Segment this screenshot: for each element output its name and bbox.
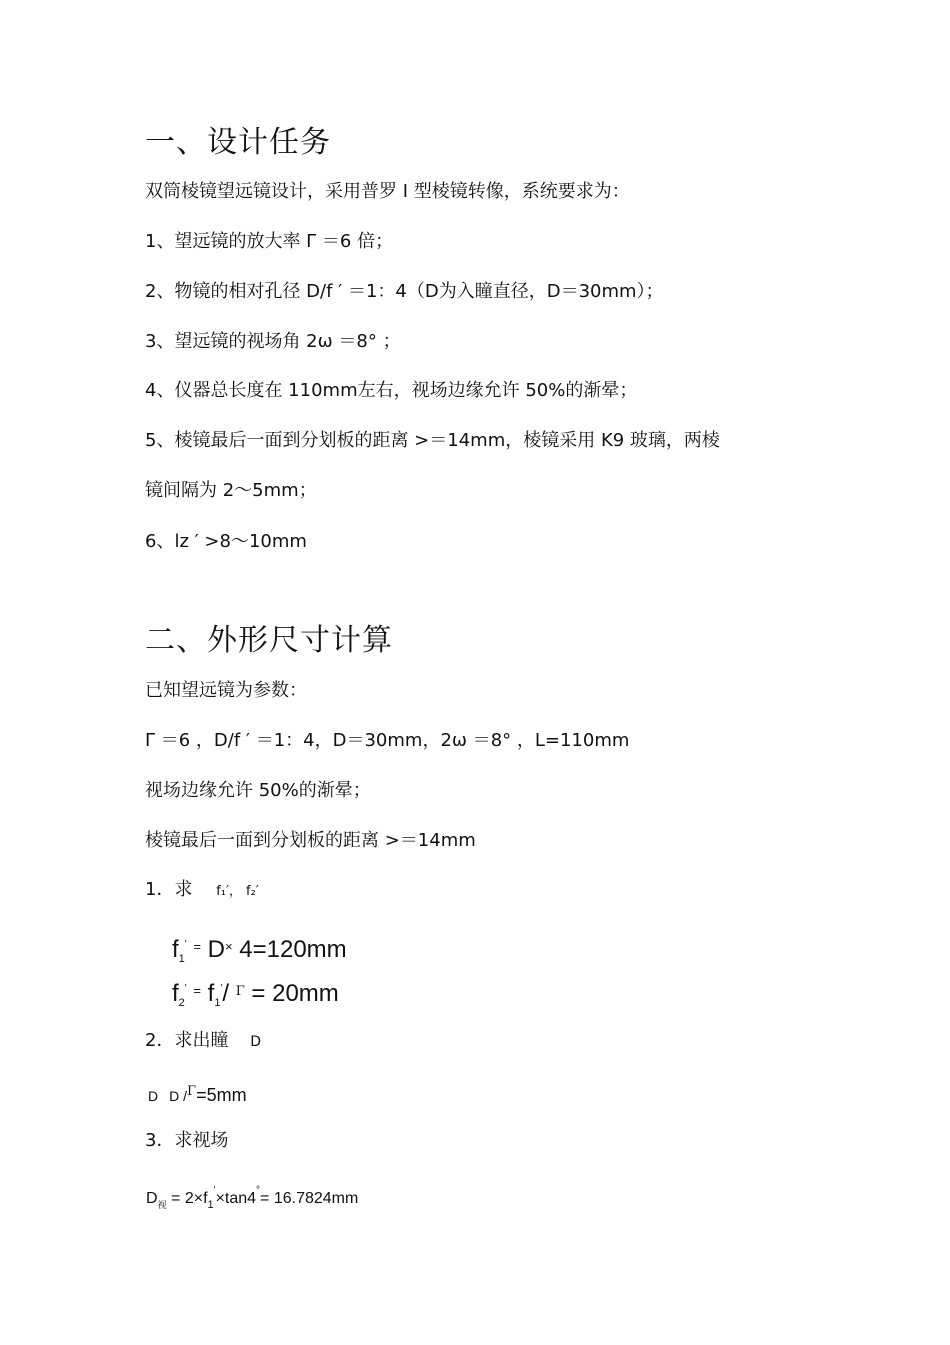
vignetting-note: 视场边缘允许 50%的渐晕； [145, 780, 371, 801]
intro-text: 双筒棱镜望远镜设计，采用普罗 I 型棱镜转像，系统要求为： [145, 181, 630, 202]
eq2-slash: / [222, 980, 230, 1007]
eq3-d-over: D / [169, 1088, 188, 1104]
requirement-item-5-continued: 镜间隔为 2～5mm； [145, 480, 317, 501]
equation-field-diameter [146, 1180, 358, 1216]
eq3-d-prime: D [148, 1088, 159, 1104]
requirement-item-1: 1、望远镜的放大率 Γ ＝6 倍； [145, 231, 394, 252]
requirement-item-6: 6、lz ′ >8～10mm [145, 531, 307, 552]
eq1-result: =120mm [252, 936, 347, 963]
eq2-f1-sub: 1 [214, 997, 221, 1009]
section-heading-dimension-calc: 二、外形尺寸计算 [145, 623, 393, 658]
eq1-d: D [207, 936, 225, 963]
eq2-sup: ' [184, 983, 187, 994]
equation-f1 [172, 930, 347, 974]
eq3-result: =5mm [196, 1085, 247, 1105]
requirement-item-4: 4、仪器总长度在 110mm左右，视场边缘允许 50%的渐晕； [145, 380, 638, 401]
section-heading-design-task: 一、设计任务 [145, 125, 331, 160]
prism-distance-note: 棱镜最后一面到分划板的距离 >＝14mm [145, 830, 476, 851]
eq4-tan: ×tan4 [215, 1190, 257, 1207]
eq4-f1-sub: 1 [207, 1199, 214, 1211]
known-params-values: Γ ＝6 ，D/f ′ ＝1：4，D＝30mm，2ω ＝8° ，L=110mm [145, 730, 630, 751]
eq4-rest: = 2×f [171, 1190, 208, 1207]
step-2-text: 2．求出瞳 [145, 1030, 229, 1051]
eq1-equals: = [193, 939, 201, 954]
step-1-text: 1．求 [145, 879, 193, 900]
equation-f2 [172, 974, 339, 1018]
requirement-item-2: 2、物镜的相对孔径 D/f ′ ＝1：4（D为入瞳直径，D＝30mm）； [145, 281, 664, 302]
step-2-var: D [250, 1034, 261, 1050]
eq2-f: f [172, 980, 179, 1007]
eq1-times: × [225, 939, 233, 954]
eq2-f1: f [207, 980, 215, 1007]
eq2-equals: = [193, 983, 201, 998]
eq4-sub: 视 [157, 1200, 167, 1210]
step-1-vars: f₁′， f₂′ [216, 884, 259, 899]
equation-exit-pupil [148, 1080, 247, 1108]
eq2-sub: 2 [178, 997, 185, 1009]
eq1-f: f [172, 936, 179, 963]
eq2-gamma: Γ [235, 984, 245, 999]
eq2-result: = 20mm [251, 980, 339, 1007]
eq4-f1-sup: ' [213, 1185, 216, 1196]
requirement-item-3: 3、望远镜的视场角 2ω ＝8° ； [145, 331, 401, 352]
eq1-sub: 1 [178, 953, 185, 965]
eq1-sup: ' [184, 939, 187, 950]
eq4-result: = 16.7824mm [260, 1190, 359, 1207]
eq1-factor: 4 [239, 936, 253, 963]
step-1-label [145, 878, 259, 904]
requirement-item-5: 5、棱镜最后一面到分划板的距离 >＝14mm，棱镜采用 K9 玻璃，两棱 [145, 430, 720, 451]
eq4-degree: ° [256, 1185, 261, 1196]
step-2-label [145, 1029, 261, 1054]
eq2-f1-sup: ' [220, 983, 223, 994]
eq4-d: D [146, 1190, 158, 1207]
known-params-label: 已知望远镜为参数： [145, 680, 307, 701]
eq3-gamma: Γ [187, 1084, 197, 1099]
step-3-label: 3．求视场 [145, 1130, 229, 1151]
